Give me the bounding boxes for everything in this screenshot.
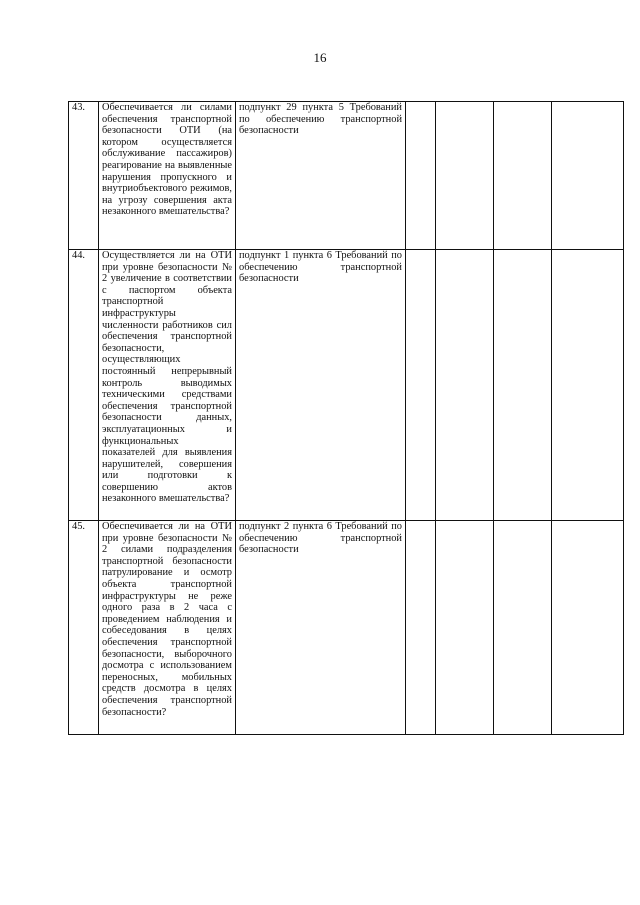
answer-cell xyxy=(406,250,436,521)
requirement-reference: подпункт 2 пункта 6 Требований по обеспечению транспортной безопасности xyxy=(236,521,406,735)
answer-cell xyxy=(436,521,494,735)
row-number: 44. xyxy=(69,250,99,521)
row-number: 45. xyxy=(69,521,99,735)
table-row xyxy=(69,521,624,735)
answer-cell xyxy=(406,102,436,250)
question-text: Обеспечивается ли на ОТИ при уровне безопасности № 2 силами подразделения транспортной безопасности патрулирование и осмотр объекта транспортной инфраструктуры не реже одного раза в 2 часа с проведением наблюдения и собеседования в целях обеспечения транспортной безопасности, выборочного досмотра с использованием переносных, мобильных средств досмотра в целях обеспечения транспортной безопасности? xyxy=(99,521,236,735)
answer-cell xyxy=(552,102,624,250)
row-number: 43. xyxy=(69,102,99,250)
checklist-table xyxy=(68,101,624,735)
question-text: Обеспечивается ли силами обеспечения транспортной безопасности ОТИ (на котором осуществляется обслуживание пассажиров) реагирование на выявленные нарушения пропускного и внутриобъектового режимов, на угрозу совершения акта незаконного вмешательства? xyxy=(99,102,236,250)
requirement-reference: подпункт 29 пункта 5 Требований по обеспечению транспортной безопасности xyxy=(236,102,406,250)
answer-cell xyxy=(436,250,494,521)
answer-cell xyxy=(406,521,436,735)
answer-cell xyxy=(552,521,624,735)
answer-cell xyxy=(494,102,552,250)
answer-cell xyxy=(494,250,552,521)
page-number: 16 xyxy=(313,50,327,65)
answer-cell xyxy=(552,250,624,521)
answer-cell xyxy=(494,521,552,735)
requirement-reference: подпункт 1 пункта 6 Требований по обеспечению транспортной безопасности xyxy=(236,250,406,521)
question-text: Осуществляется ли на ОТИ при уровне безопасности № 2 увеличение в соответствии с паспортом объекта транспортной инфраструктуры численности работников сил обеспечения транспортной безопасности, осуществляющих постоянный непрерывный контроль выводимых техническими средствами обеспечения транспортной безопасности данных, эксплуатационных и функциональных показателей для выявления нарушителей, совершения или подготовки к совершению актов незаконного вмешательства? xyxy=(99,250,236,521)
table-row xyxy=(69,102,624,250)
answer-cell xyxy=(436,102,494,250)
table-row xyxy=(69,250,624,521)
